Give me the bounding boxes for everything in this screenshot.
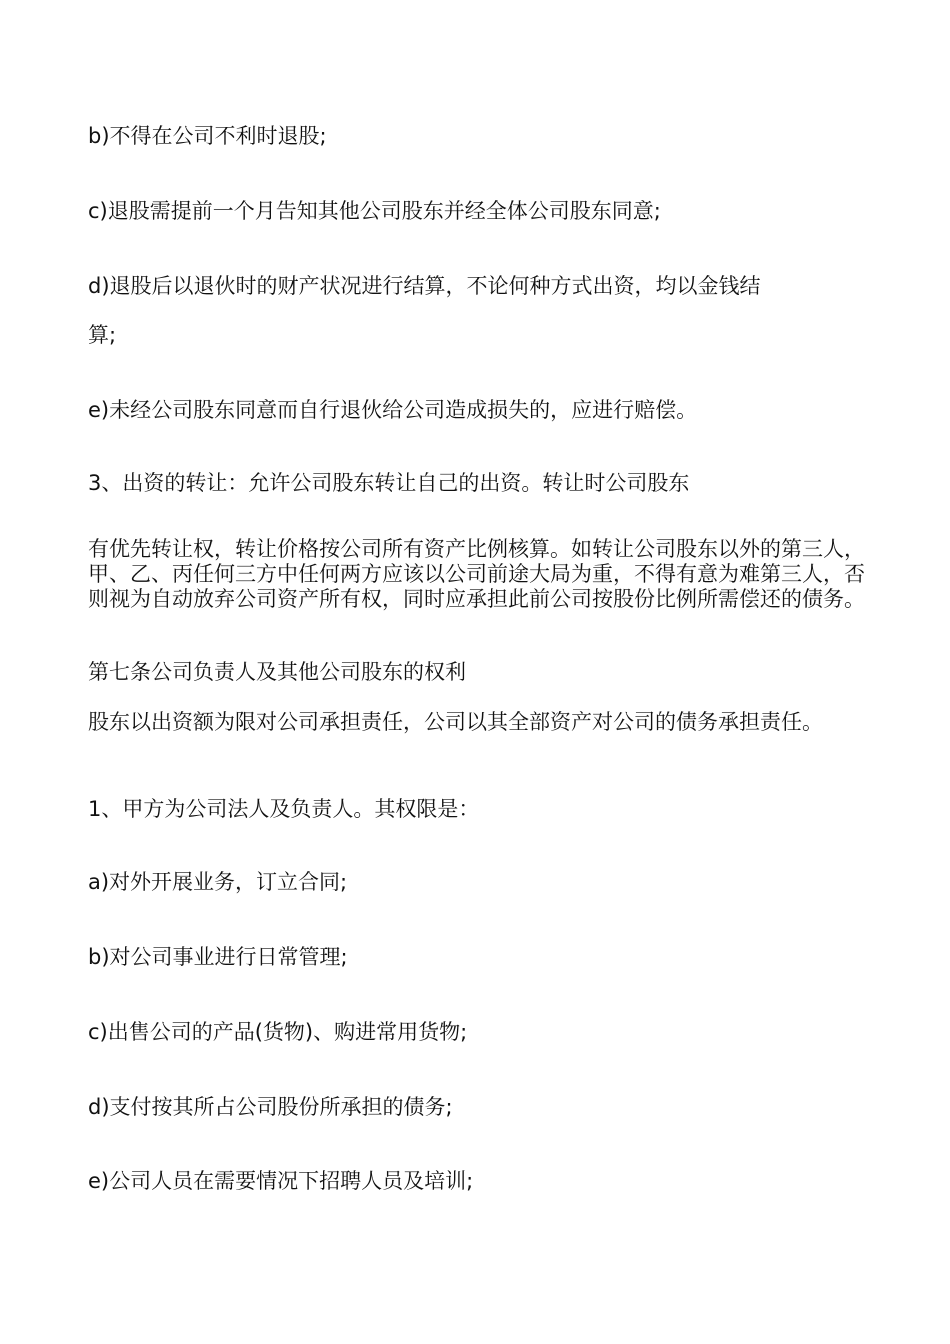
section-heading-article-7: 第七条公司负责人及其他公司股东的权利	[88, 660, 466, 684]
paragraph-transfer-priority: 有优先转让权，转让价格按公司所有资产比例核算。如转让公司股东以外的第三人，甲、乙、丙任何三方中任何两方应该以公司前途大局为重，不得有意为难第三人，否则视为自动放弃公司资产所有权，同时应承担此前公司按股份比例所需偿还的债务。	[88, 537, 865, 611]
paragraph-c-sales: c)出售公司的产品(货物)、购进常用货物;	[88, 1020, 468, 1044]
paragraph-liability: 股东以出资额为限对公司承担责任，公司以其全部资产对公司的债务承担责任。	[88, 710, 823, 734]
paragraph-b-no-withdraw: b)不得在公司不利时退股;	[88, 124, 327, 148]
paragraph-d-debts: d)支付按其所占公司股份所承担的债务;	[88, 1095, 453, 1119]
paragraph-b-management: b)对公司事业进行日常管理;	[88, 945, 348, 969]
paragraph-1-party-a: 1、甲方为公司法人及负责人。其权限是：	[88, 797, 480, 821]
paragraph-3-transfer: 3、出资的转让：允许公司股东转让自己的出资。转让时公司股东	[88, 471, 690, 495]
paragraph-d-settlement: d)退股后以退伙时的财产状况进行结算，不论何种方式出资，均以金钱结	[88, 274, 761, 298]
paragraph-c-notice: c)退股需提前一个月告知其他公司股东并经全体公司股东同意;	[88, 199, 661, 223]
paragraph-a-contracts: a)对外开展业务，订立合同;	[88, 870, 348, 894]
paragraph-e-compensation: e)未经公司股东同意而自行退伙给公司造成损失的，应进行赔偿。	[88, 398, 698, 422]
paragraph-e-recruiting: e)公司人员在需要情况下招聘人员及培训;	[88, 1169, 474, 1193]
paragraph-d-settlement-cont: 算;	[88, 323, 117, 347]
